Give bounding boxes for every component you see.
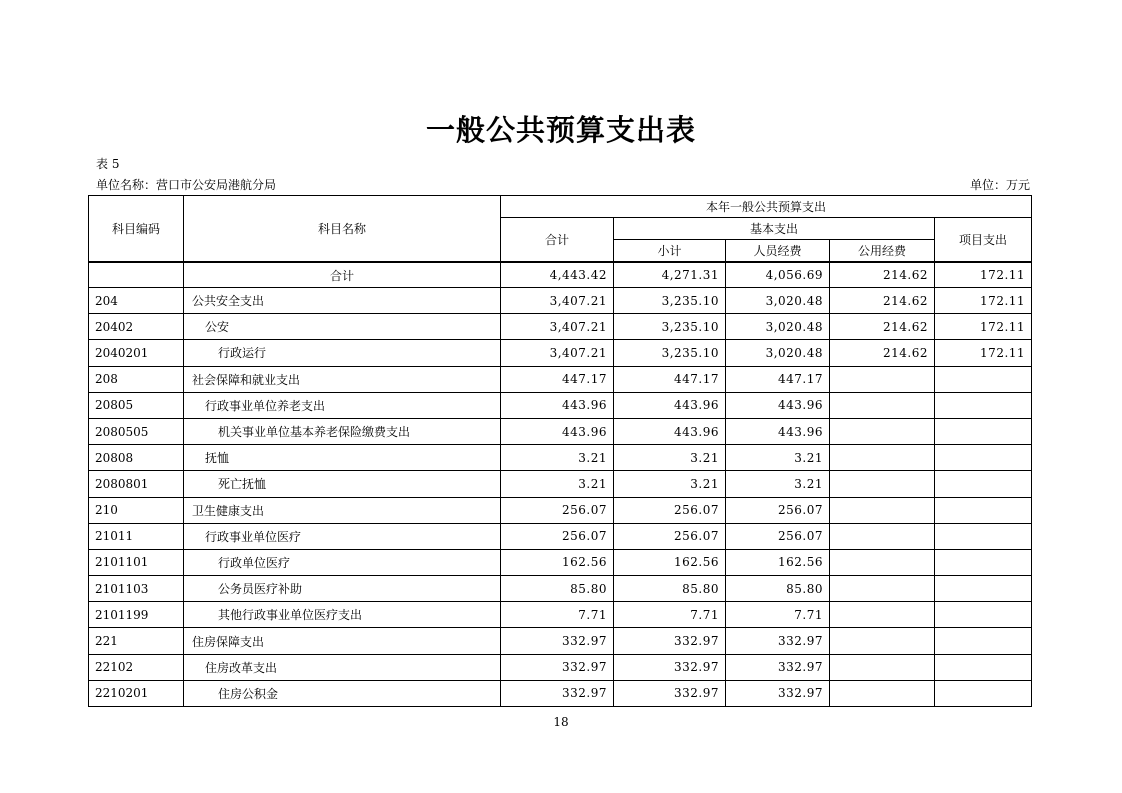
table-row: [89, 445, 1032, 471]
cell-subtotal: 256.07: [614, 523, 726, 549]
header-public: 公用经费: [830, 240, 935, 263]
cell-total: 256.07: [501, 523, 614, 549]
cell-subtotal: 3,235.10: [614, 314, 726, 340]
cell-public: [830, 418, 935, 444]
cell-name: 行政运行: [184, 340, 501, 366]
cell-subtotal: 3,235.10: [614, 340, 726, 366]
cell-code: 22102: [89, 654, 184, 680]
cell-total: 3,407.21: [501, 314, 614, 340]
cell-name: 住房改革支出: [184, 654, 501, 680]
header-project: 项目支出: [935, 218, 1032, 263]
cell-name: 社会保障和就业支出: [184, 366, 501, 392]
cell-personnel: 4,056.69: [726, 262, 830, 288]
cell-project: [935, 366, 1032, 392]
cell-project: [935, 497, 1032, 523]
cell-code: 221: [89, 628, 184, 654]
table-row: [89, 366, 1032, 392]
cell-personnel: 447.17: [726, 366, 830, 392]
cell-name: 行政事业单位养老支出: [184, 392, 501, 418]
cell-project: [935, 445, 1032, 471]
table-row: [89, 392, 1032, 418]
cell-project: 172.11: [935, 288, 1032, 314]
cell-name: 卫生健康支出: [184, 497, 501, 523]
cell-total: 3,407.21: [501, 340, 614, 366]
cell-public: [830, 366, 935, 392]
cell-name: 住房保障支出: [184, 628, 501, 654]
cell-subtotal: 443.96: [614, 392, 726, 418]
cell-project: [935, 523, 1032, 549]
cell-personnel: 162.56: [726, 549, 830, 575]
table-row: [89, 471, 1032, 497]
cell-total: 332.97: [501, 628, 614, 654]
cell-code: 210: [89, 497, 184, 523]
table-row: [89, 340, 1032, 366]
cell-total: 443.96: [501, 418, 614, 444]
cell-public: 214.62: [830, 262, 935, 288]
cell-total: 4,443.42: [501, 262, 614, 288]
header-subtotal: 小计: [614, 240, 726, 263]
cell-public: 214.62: [830, 288, 935, 314]
cell-subtotal: 447.17: [614, 366, 726, 392]
table-row: [89, 288, 1032, 314]
cell-total: 162.56: [501, 549, 614, 575]
table-row: [89, 680, 1032, 706]
cell-personnel: 332.97: [726, 654, 830, 680]
cell-public: [830, 549, 935, 575]
cell-code: 20805: [89, 392, 184, 418]
table-number: 表 5: [96, 157, 120, 171]
cell-subtotal: 443.96: [614, 418, 726, 444]
cell-public: 214.62: [830, 314, 935, 340]
cell-subtotal: 85.80: [614, 576, 726, 602]
cell-total: 3.21: [501, 471, 614, 497]
header-group: 本年一般公共预算支出: [501, 196, 1032, 218]
cell-code: 20808: [89, 445, 184, 471]
table-row: [89, 497, 1032, 523]
table-row-total: [89, 262, 1032, 288]
cell-public: [830, 392, 935, 418]
cell-code: 2101103: [89, 576, 184, 602]
header-personnel: 人员经费: [726, 240, 830, 263]
table-row: [89, 602, 1032, 628]
cell-public: [830, 445, 935, 471]
cell-subtotal: 256.07: [614, 497, 726, 523]
table-row: [89, 418, 1032, 444]
cell-code: 2080801: [89, 471, 184, 497]
cell-subtotal: 4,271.31: [614, 262, 726, 288]
cell-personnel: 3.21: [726, 445, 830, 471]
header-code: 科目编码: [89, 196, 184, 263]
cell-subtotal: 332.97: [614, 680, 726, 706]
cell-name: 其他行政事业单位医疗支出: [184, 602, 501, 628]
table-row: [89, 523, 1032, 549]
cell-name: 行政单位医疗: [184, 549, 501, 575]
table-row: [89, 549, 1032, 575]
cell-public: [830, 523, 935, 549]
cell-personnel: 3,020.48: [726, 340, 830, 366]
table-row: [89, 654, 1032, 680]
header-total: 合计: [501, 218, 614, 263]
cell-personnel: 256.07: [726, 497, 830, 523]
cell-code: 208: [89, 366, 184, 392]
header-name: 科目名称: [184, 196, 501, 263]
cell-name: 行政事业单位医疗: [184, 523, 501, 549]
table-row: [89, 576, 1032, 602]
cell-total: 3,407.21: [501, 288, 614, 314]
cell-name: 机关事业单位基本养老保险缴费支出: [184, 418, 501, 444]
cell-public: [830, 471, 935, 497]
cell-subtotal: 3.21: [614, 445, 726, 471]
cell-project: 172.11: [935, 262, 1032, 288]
cell-personnel: 256.07: [726, 523, 830, 549]
page-title: 一般公共预算支出表: [425, 113, 696, 147]
cell-personnel: 3.21: [726, 471, 830, 497]
cell-public: [830, 680, 935, 706]
cell-total: 7.71: [501, 602, 614, 628]
cell-subtotal: 3,235.10: [614, 288, 726, 314]
cell-name: 公共安全支出: [184, 288, 501, 314]
cell-total: 3.21: [501, 445, 614, 471]
cell-public: [830, 654, 935, 680]
table-row: [89, 314, 1032, 340]
page-number: 18: [553, 715, 569, 729]
cell-name: 死亡抚恤: [184, 471, 501, 497]
cell-code: 204: [89, 288, 184, 314]
cell-name: 抚恤: [184, 445, 501, 471]
cell-name: 公安: [184, 314, 501, 340]
cell-project: [935, 628, 1032, 654]
cell-personnel: 7.71: [726, 602, 830, 628]
cell-project: 172.11: [935, 340, 1032, 366]
cell-project: [935, 392, 1032, 418]
cell-project: [935, 471, 1032, 497]
cell-project: [935, 602, 1032, 628]
cell-personnel: 3,020.48: [726, 288, 830, 314]
cell-total: 443.96: [501, 392, 614, 418]
cell-personnel: 443.96: [726, 418, 830, 444]
cell-project: [935, 418, 1032, 444]
cell-subtotal: 332.97: [614, 628, 726, 654]
cell-project: [935, 654, 1032, 680]
cell-public: [830, 576, 935, 602]
cell-name: 住房公积金: [184, 680, 501, 706]
cell-subtotal: 162.56: [614, 549, 726, 575]
cell-personnel: 85.80: [726, 576, 830, 602]
cell-subtotal: 7.71: [614, 602, 726, 628]
cell-name: 合计: [184, 262, 501, 288]
cell-code: 2210201: [89, 680, 184, 706]
cell-total: 85.80: [501, 576, 614, 602]
budget-table: [88, 195, 1032, 707]
cell-code: 20402: [89, 314, 184, 340]
cell-public: 214.62: [830, 340, 935, 366]
cell-code: 21011: [89, 523, 184, 549]
cell-subtotal: 3.21: [614, 471, 726, 497]
cell-code: 2040201: [89, 340, 184, 366]
table-row: [89, 628, 1032, 654]
cell-total: 447.17: [501, 366, 614, 392]
cell-total: 332.97: [501, 680, 614, 706]
cell-code: 2101199: [89, 602, 184, 628]
cell-personnel: 3,020.48: [726, 314, 830, 340]
cell-public: [830, 602, 935, 628]
cell-project: 172.11: [935, 314, 1032, 340]
cell-project: [935, 680, 1032, 706]
cell-total: 332.97: [501, 654, 614, 680]
cell-name: 公务员医疗补助: [184, 576, 501, 602]
currency-unit: 单位：万元: [969, 178, 1030, 192]
cell-code: 2101101: [89, 549, 184, 575]
cell-code: 2080505: [89, 418, 184, 444]
cell-subtotal: 332.97: [614, 654, 726, 680]
cell-personnel: 332.97: [726, 680, 830, 706]
cell-public: [830, 497, 935, 523]
header-basic: 基本支出: [614, 218, 935, 240]
cell-total: 256.07: [501, 497, 614, 523]
cell-public: [830, 628, 935, 654]
cell-personnel: 443.96: [726, 392, 830, 418]
cell-project: [935, 576, 1032, 602]
cell-code: [89, 262, 184, 288]
unit-name: 单位名称：营口市公安局港航分局: [96, 178, 277, 192]
cell-personnel: 332.97: [726, 628, 830, 654]
cell-project: [935, 549, 1032, 575]
